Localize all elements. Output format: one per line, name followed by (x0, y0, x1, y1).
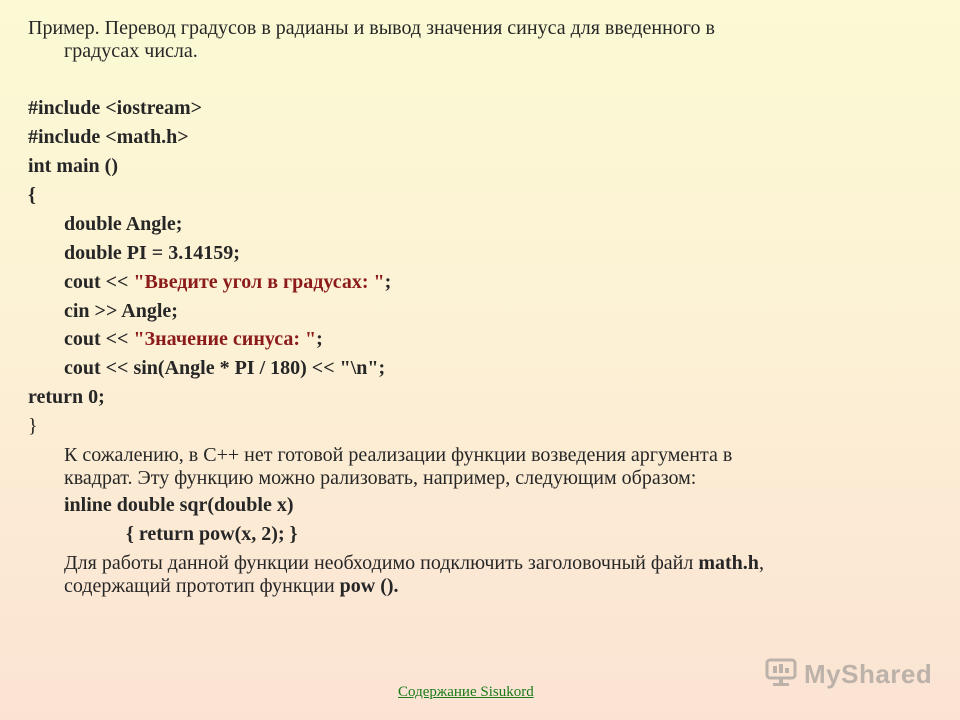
code-open-brace: { (28, 184, 36, 206)
footer-note-line-2 (64, 575, 399, 597)
code-cout-prefix: cout << (64, 271, 134, 293)
footer-note-header-name: math.h (698, 552, 759, 574)
note-line-1: К сожалению, в С++ нет готовой реализации функции возведения аргумента в (64, 444, 733, 466)
presentation-screen-icon (764, 657, 798, 692)
code-cin-angle: cin >> Angle; (64, 300, 178, 322)
title-line-2: градусах числа. (64, 40, 198, 62)
code-string-prompt: "Введите угол в градусах: " (133, 271, 385, 293)
footer-note-period: . (393, 575, 399, 597)
code-main-signature: int main () (28, 155, 118, 177)
code-declare-angle: double Angle; (64, 213, 183, 235)
code-semicolon: ; (316, 328, 323, 350)
code-sqr-signature: inline double sqr(double x) (64, 494, 294, 516)
code-string-sine: "Значение синуса: " (133, 328, 317, 350)
code-include-math: #include <math.h> (28, 126, 189, 148)
code-cout-prefix: cout << (64, 328, 134, 350)
code-declare-pi: double PI = 3.14159; (64, 242, 240, 264)
myshared-watermark (764, 654, 934, 694)
footer-note-function-name: pow () (339, 575, 394, 597)
code-return: return 0; (28, 386, 105, 408)
code-include-iostream: #include <iostream> (28, 97, 203, 119)
title-line-1: Пример. Перевод градусов в радианы и вывод значения синуса для введенного в (28, 17, 715, 39)
note-line-2: квадрат. Эту функцию можно рализовать, например, следующим образом: (64, 467, 697, 489)
contents-link[interactable]: Содержание Sisukord (398, 684, 534, 700)
code-sqr-body: { return pow(x, 2); } (126, 523, 298, 545)
code-cout-sin: cout << sin(Angle * PI / 180) << "\n"; (64, 357, 386, 379)
footer-note-text: содержащий прототип функции (64, 575, 340, 597)
code-cout-prompt (64, 271, 391, 293)
footer-note-text: Для работы данной функции необходимо подключить заголовочный файл (64, 552, 699, 574)
code-semicolon: ; (384, 271, 392, 293)
code-close-brace: } (28, 415, 38, 437)
watermark-text: MyShared (804, 658, 933, 689)
code-cout-sine-label (64, 328, 323, 350)
footer-note-comma: , (758, 552, 764, 574)
footer-note-line-1 (64, 552, 764, 574)
